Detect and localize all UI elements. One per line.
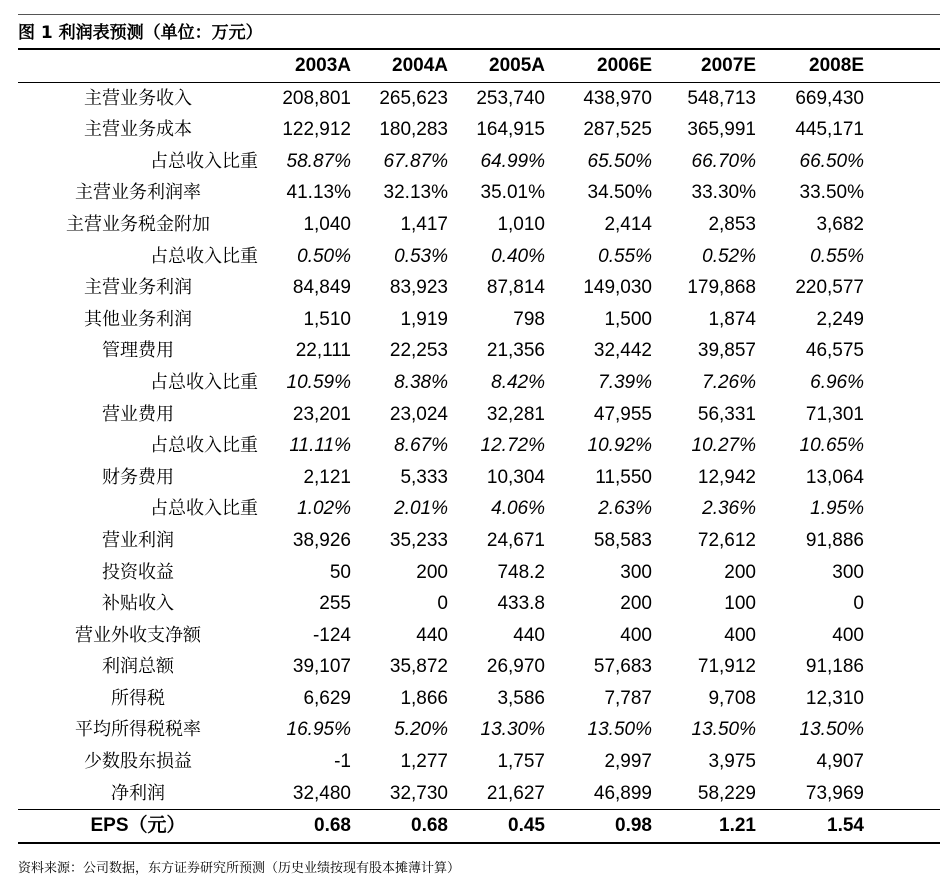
value-cell: 73,969 xyxy=(805,782,864,804)
value-cell: 6.96% xyxy=(810,371,864,393)
value-cell: 548,713 xyxy=(687,87,756,109)
row-spacer xyxy=(864,810,940,843)
value-cell: 1,277 xyxy=(400,751,448,773)
value-cell: 0 xyxy=(853,593,864,615)
value-cell: 3,586 xyxy=(497,687,545,709)
table-row xyxy=(18,367,940,399)
value-cell: 26,970 xyxy=(486,656,545,678)
table-row xyxy=(18,146,940,178)
row-label: 管理费用 xyxy=(102,340,174,362)
header-row xyxy=(18,50,940,82)
value-cell: 438,970 xyxy=(583,87,652,109)
value-cell: 58,229 xyxy=(697,782,756,804)
value-cell: 0.40% xyxy=(491,245,545,267)
value-cell: 22,253 xyxy=(389,340,448,362)
value-cell: 10,304 xyxy=(486,466,545,488)
value-cell: 2,997 xyxy=(604,751,652,773)
value-cell: -1 xyxy=(334,751,351,773)
table-row xyxy=(18,335,940,367)
value-cell: 0.68 xyxy=(258,810,351,843)
value-cell: 400 xyxy=(724,624,756,646)
value-cell: 11.11% xyxy=(289,435,351,457)
value-cell: 13.50% xyxy=(799,719,864,741)
value-cell: 58.87% xyxy=(286,150,351,172)
value-cell: 34.50% xyxy=(587,182,652,204)
table-row xyxy=(18,304,940,336)
value-cell: 12,942 xyxy=(697,466,756,488)
value-cell: 1,919 xyxy=(400,308,448,330)
value-cell: 8.42% xyxy=(491,371,545,393)
value-cell: 7,787 xyxy=(604,687,652,709)
value-cell: 66.50% xyxy=(799,150,864,172)
table-row xyxy=(18,525,940,557)
value-cell: 33.50% xyxy=(799,182,864,204)
row-spacer xyxy=(864,272,940,304)
value-cell: 1.21 xyxy=(652,810,756,843)
value-cell: 10.92% xyxy=(587,435,652,457)
value-cell: 100 xyxy=(724,593,756,615)
value-cell: 2,121 xyxy=(303,466,351,488)
row-label: 投资收益 xyxy=(102,561,174,583)
value-cell: 0 xyxy=(437,593,448,615)
value-cell: 748.2 xyxy=(497,561,545,583)
header-year: 2005A xyxy=(448,50,545,82)
header-label-cell xyxy=(18,50,258,82)
value-cell: 1.54 xyxy=(756,810,864,843)
value-cell: 9,708 xyxy=(708,687,756,709)
row-spacer xyxy=(864,493,940,525)
value-cell: 149,030 xyxy=(583,277,652,299)
row-spacer xyxy=(864,557,940,589)
value-cell: 1,757 xyxy=(497,751,545,773)
row-label: 营业外收支净额 xyxy=(75,624,201,646)
value-cell: 64.99% xyxy=(480,150,545,172)
row-label: 财务费用 xyxy=(102,466,174,488)
income-statement-table xyxy=(18,50,940,844)
value-cell: 669,430 xyxy=(795,87,864,109)
value-cell: 0.50% xyxy=(297,245,351,267)
row-spacer xyxy=(864,746,940,778)
value-cell: 50 xyxy=(329,561,351,583)
value-cell: 65.50% xyxy=(587,150,652,172)
value-cell: 2,249 xyxy=(816,308,864,330)
value-cell: 91,886 xyxy=(805,529,864,551)
header-year: 2008E xyxy=(756,50,864,82)
value-cell: 2,414 xyxy=(604,213,652,235)
value-cell: 35.01% xyxy=(480,182,545,204)
row-spacer xyxy=(864,651,940,683)
value-cell: 1,040 xyxy=(303,213,351,235)
value-cell: 8.67% xyxy=(394,435,448,457)
value-cell: 46,575 xyxy=(805,340,864,362)
row-spacer xyxy=(864,335,940,367)
row-spacer xyxy=(864,525,940,557)
row-spacer xyxy=(864,683,940,715)
value-cell: 35,872 xyxy=(389,656,448,678)
row-spacer xyxy=(864,209,940,241)
table-row xyxy=(18,588,940,620)
value-cell: 23,024 xyxy=(389,403,448,425)
value-cell: 0.68 xyxy=(351,810,448,843)
row-label: 其他业务利润 xyxy=(84,308,192,330)
value-cell: -124 xyxy=(312,624,351,646)
value-cell: 47,955 xyxy=(593,403,652,425)
row-label: 主营业务利润 xyxy=(84,277,192,299)
row-spacer xyxy=(864,177,940,209)
value-cell: 22,111 xyxy=(295,340,351,362)
header-spacer xyxy=(864,50,940,82)
value-cell: 5.20% xyxy=(394,719,448,741)
value-cell: 1.95% xyxy=(810,498,864,520)
table-row xyxy=(18,810,940,843)
table-row xyxy=(18,651,940,683)
value-cell: 87,814 xyxy=(486,277,545,299)
value-cell: 122,912 xyxy=(282,119,351,141)
value-cell: 200 xyxy=(620,593,652,615)
source-note: 资料来源：公司数据，东方证券研究所预测（历史业绩按现有股本摊薄计算） xyxy=(18,861,461,876)
value-cell: 180,283 xyxy=(379,119,448,141)
value-cell: 179,868 xyxy=(687,277,756,299)
table-row xyxy=(18,399,940,431)
value-cell: 4.06% xyxy=(491,498,545,520)
value-cell: 287,525 xyxy=(583,119,652,141)
table-row xyxy=(18,241,940,273)
value-cell: 32.13% xyxy=(383,182,448,204)
value-cell: 84,849 xyxy=(292,277,351,299)
value-cell: 83,923 xyxy=(389,277,448,299)
value-cell: 265,623 xyxy=(379,87,448,109)
value-cell: 4,907 xyxy=(816,751,864,773)
value-cell: 5,333 xyxy=(400,466,448,488)
value-cell: 6,629 xyxy=(303,687,351,709)
value-cell: 24,671 xyxy=(486,529,545,551)
table-row xyxy=(18,620,940,652)
header-year: 2006E xyxy=(545,50,652,82)
value-cell: 71,912 xyxy=(697,656,756,678)
row-label: 占总收入比重 xyxy=(150,435,258,457)
value-cell: 10.65% xyxy=(799,435,864,457)
row-label: 主营业务税金附加 xyxy=(66,213,210,235)
row-label: 净利润 xyxy=(111,782,165,804)
value-cell: 2.01% xyxy=(394,498,448,520)
row-label: 营业利润 xyxy=(102,529,174,551)
table-row xyxy=(18,209,940,241)
value-cell: 0.45 xyxy=(448,810,545,843)
value-cell: 8.38% xyxy=(394,371,448,393)
value-cell: 0.53% xyxy=(394,245,448,267)
value-cell: 1,874 xyxy=(708,308,756,330)
value-cell: 39,857 xyxy=(697,340,756,362)
value-cell: 3,975 xyxy=(708,751,756,773)
row-label: 利润总额 xyxy=(102,656,174,678)
value-cell: 164,915 xyxy=(476,119,545,141)
value-cell: 220,577 xyxy=(795,277,864,299)
value-cell: 400 xyxy=(832,624,864,646)
value-cell: 208,801 xyxy=(282,87,351,109)
value-cell: 21,627 xyxy=(486,782,545,804)
value-cell: 32,442 xyxy=(593,340,652,362)
value-cell: 0.52% xyxy=(702,245,756,267)
row-spacer xyxy=(864,146,940,178)
row-spacer xyxy=(864,399,940,431)
row-label: 占总收入比重 xyxy=(150,150,258,172)
value-cell: 13.30% xyxy=(480,719,545,741)
value-cell: 2,853 xyxy=(708,213,756,235)
row-spacer xyxy=(864,620,940,652)
value-cell: 38,926 xyxy=(292,529,351,551)
value-cell: 12.72% xyxy=(480,435,545,457)
value-cell: 21,356 xyxy=(486,340,545,362)
value-cell: 255 xyxy=(319,593,351,615)
table-title: 图 1 利润表预测（单位：万元） xyxy=(18,23,263,43)
row-spacer xyxy=(864,114,940,146)
value-cell: 200 xyxy=(724,561,756,583)
value-cell: 66.70% xyxy=(691,150,756,172)
value-cell: 13.50% xyxy=(587,719,652,741)
row-label: 补贴收入 xyxy=(102,593,174,615)
value-cell: 7.26% xyxy=(702,371,756,393)
value-cell: 445,171 xyxy=(795,119,864,141)
value-cell: 440 xyxy=(513,624,545,646)
row-spacer xyxy=(864,462,940,494)
row-label: 主营业务成本 xyxy=(84,119,192,141)
value-cell: 1,417 xyxy=(400,213,448,235)
value-cell: 11,550 xyxy=(595,466,652,488)
value-cell: 13,064 xyxy=(805,466,864,488)
row-label: 占总收入比重 xyxy=(150,245,258,267)
value-cell: 300 xyxy=(620,561,652,583)
value-cell: 0.98 xyxy=(545,810,652,843)
value-cell: 32,480 xyxy=(292,782,351,804)
value-cell: 10.59% xyxy=(286,371,351,393)
row-label: 主营业务收入 xyxy=(84,87,192,109)
row-label: 占总收入比重 xyxy=(150,371,258,393)
row-label: EPS（元） xyxy=(18,810,258,843)
table-row xyxy=(18,82,940,114)
table-row xyxy=(18,778,940,810)
value-cell: 67.87% xyxy=(383,150,448,172)
table-row xyxy=(18,177,940,209)
row-label: 主营业务利润率 xyxy=(75,182,201,204)
row-spacer xyxy=(864,82,940,114)
value-cell: 32,281 xyxy=(486,403,545,425)
row-spacer xyxy=(864,714,940,746)
row-label: 少数股东损益 xyxy=(84,751,192,773)
row-spacer xyxy=(864,367,940,399)
value-cell: 39,107 xyxy=(292,656,351,678)
value-cell: 41.13% xyxy=(286,182,351,204)
value-cell: 10.27% xyxy=(691,435,756,457)
value-cell: 56,331 xyxy=(697,403,756,425)
value-cell: 12,310 xyxy=(805,687,864,709)
row-spacer xyxy=(864,588,940,620)
table-row xyxy=(18,683,940,715)
value-cell: 33.30% xyxy=(691,182,756,204)
value-cell: 1.02% xyxy=(297,498,351,520)
value-cell: 798 xyxy=(513,308,545,330)
value-cell: 91,186 xyxy=(805,656,864,678)
value-cell: 3,682 xyxy=(816,213,864,235)
row-spacer xyxy=(864,241,940,273)
table-row xyxy=(18,272,940,304)
value-cell: 0.55% xyxy=(810,245,864,267)
value-cell: 13.50% xyxy=(691,719,756,741)
header-year: 2003A xyxy=(258,50,351,82)
value-cell: 58,583 xyxy=(593,529,652,551)
row-label: 占总收入比重 xyxy=(150,498,258,520)
value-cell: 300 xyxy=(832,561,864,583)
value-cell: 1,010 xyxy=(497,213,545,235)
value-cell: 46,899 xyxy=(593,782,652,804)
table-row xyxy=(18,746,940,778)
value-cell: 71,301 xyxy=(805,403,864,425)
table-body xyxy=(18,82,940,843)
value-cell: 400 xyxy=(620,624,652,646)
value-cell: 433.8 xyxy=(497,593,545,615)
value-cell: 253,740 xyxy=(476,87,545,109)
row-label: 营业费用 xyxy=(102,403,174,425)
row-spacer xyxy=(864,778,940,810)
table-row xyxy=(18,557,940,589)
table-row xyxy=(18,114,940,146)
value-cell: 16.95% xyxy=(286,719,351,741)
value-cell: 23,201 xyxy=(292,403,351,425)
header-year: 2004A xyxy=(351,50,448,82)
header-year: 2007E xyxy=(652,50,756,82)
row-label: 平均所得税税率 xyxy=(75,719,201,741)
value-cell: 365,991 xyxy=(687,119,756,141)
value-cell: 1,500 xyxy=(604,308,652,330)
value-cell: 32,730 xyxy=(389,782,448,804)
value-cell: 2.36% xyxy=(702,498,756,520)
row-label: 所得税 xyxy=(111,687,165,709)
value-cell: 72,612 xyxy=(697,529,756,551)
table-row xyxy=(18,493,940,525)
table-row xyxy=(18,430,940,462)
row-spacer xyxy=(864,304,940,336)
value-cell: 57,683 xyxy=(593,656,652,678)
table-row xyxy=(18,462,940,494)
value-cell: 7.39% xyxy=(598,371,652,393)
value-cell: 1,866 xyxy=(400,687,448,709)
value-cell: 1,510 xyxy=(303,308,351,330)
value-cell: 35,233 xyxy=(389,529,448,551)
value-cell: 200 xyxy=(416,561,448,583)
row-spacer xyxy=(864,430,940,462)
table-row xyxy=(18,714,940,746)
value-cell: 0.55% xyxy=(598,245,652,267)
value-cell: 440 xyxy=(416,624,448,646)
value-cell: 2.63% xyxy=(598,498,652,520)
